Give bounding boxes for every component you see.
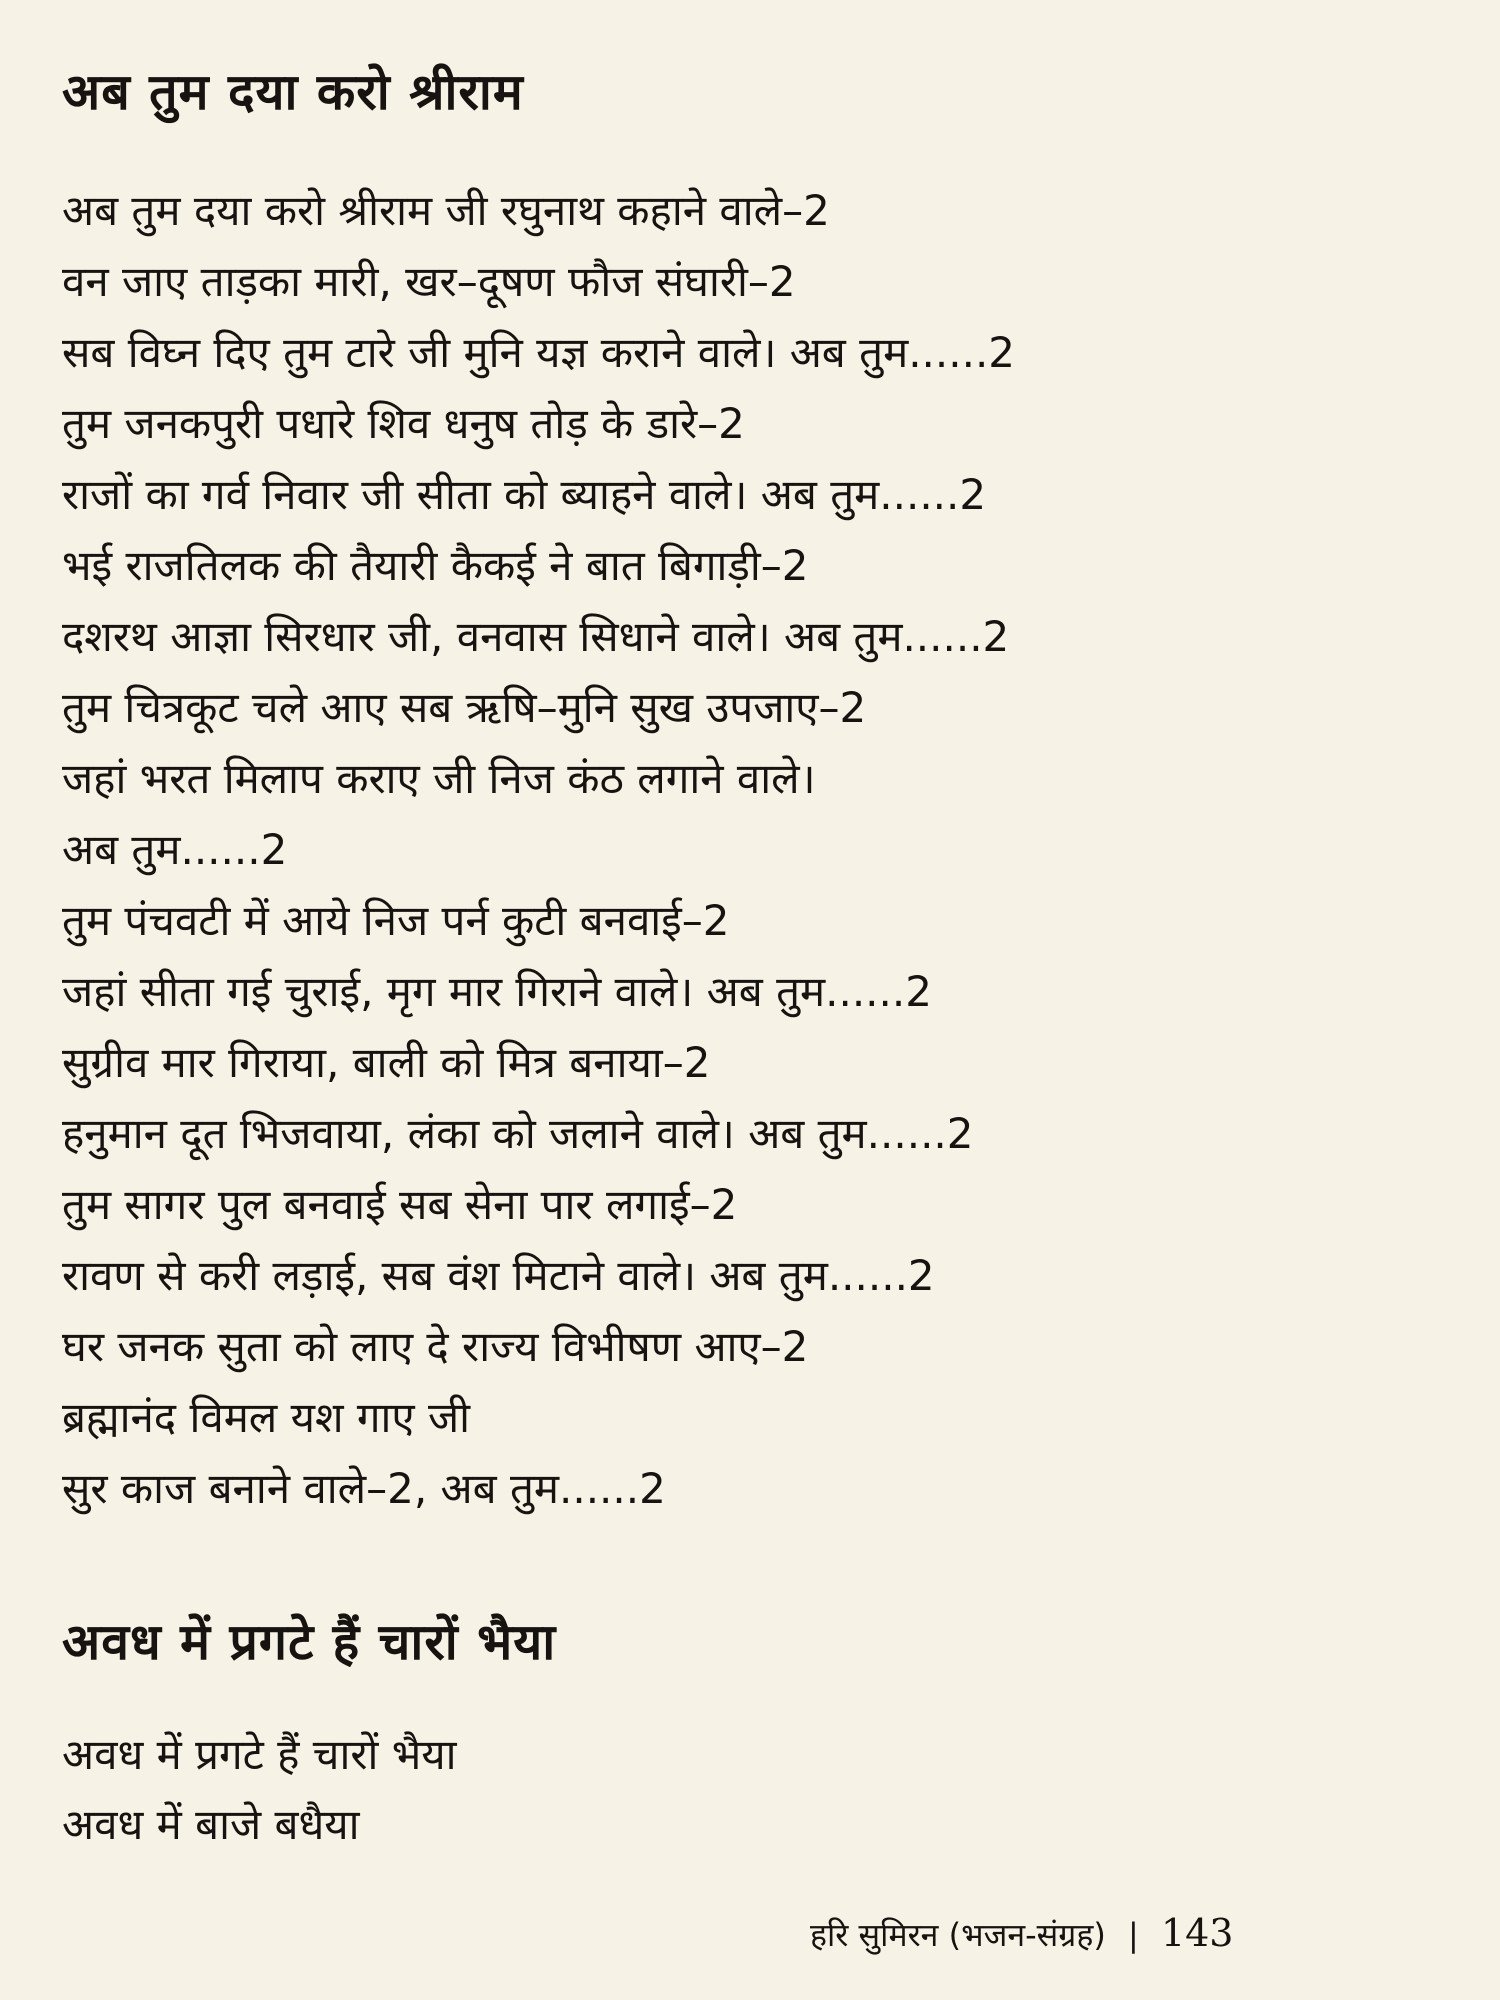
- verse-line: तुम सागर पुल बनवाई सब सेना पार लगाई–2: [62, 1180, 738, 1229]
- verse-line: घर जनक सुता को लाए दे राज्य विभीषण आए–2: [62, 1322, 809, 1371]
- verse-line: भई राजतिलक की तैयारी कैकई ने बात बिगाड़ी–2: [62, 541, 809, 590]
- verse-line: अवध में बाजे बधैया: [62, 1800, 360, 1849]
- bhajan-2-title: अवध में प्रगटे हैं चारों भैया: [62, 1613, 557, 1671]
- verse-line: वन जाए ताड़का मारी, खर–दूषण फौज संघारी–2: [62, 257, 796, 306]
- page-footer: [810, 1908, 1233, 1960]
- verse-line: हनुमान दूत भिजवाया, लंका को जलाने वाले। अब तुम......2: [62, 1109, 974, 1158]
- verse-line: अब तुम......2: [62, 825, 288, 874]
- book-title: हरि सुमिरन (भजन-संग्रह): [810, 1916, 1106, 1954]
- verse-line: ब्रह्मानंद विमल यश गाए जी: [62, 1393, 471, 1442]
- verse-line: रावण से करी लड़ाई, सब वंश मिटाने वाले। अब तुम......2: [62, 1251, 935, 1300]
- verse-line: तुम पंचवटी में आये निज पर्न कुटी बनवाई–2: [62, 896, 730, 945]
- verse-line: जहां भरत मिलाप कराए जी निज कंठ लगाने वाले।: [62, 754, 816, 803]
- verse-line: अब तुम दया करो श्रीराम जी रघुनाथ कहाने वाले–2: [62, 186, 830, 235]
- verse-line: दशरथ आज्ञा सिरधार जी, वनवास सिधाने वाले। अब तुम......2: [62, 612, 1010, 661]
- bhajan-1-title: अब तुम दया करो श्रीराम: [62, 63, 524, 121]
- verse-line: सब विघ्न दिए तुम टारे जी मुनि यज्ञ कराने वाले। अब तुम......2: [62, 328, 1016, 377]
- verse-line: अवध में प्रगटे हैं चारों भैया: [62, 1730, 457, 1779]
- verse-line: सुर काज बनाने वाले–2, अब तुम......2: [62, 1464, 666, 1513]
- verse-line: सुग्रीव मार गिराया, बाली को मित्र बनाया–2: [62, 1038, 711, 1087]
- footer-separator: |: [1127, 1916, 1139, 1954]
- verse-line: तुम जनकपुरी पधारे शिव धनुष तोड़ के डारे–2: [62, 399, 745, 448]
- bhajan-2-verses: [62, 1720, 457, 1860]
- page-number: 143: [1160, 1911, 1234, 1955]
- verse-line: जहां सीता गई चुराई, मृग मार गिराने वाले। अब तुम......2: [62, 967, 932, 1016]
- verse-line: राजों का गर्व निवार जी सीता को ब्याहने वाले। अब तुम......2: [62, 470, 987, 519]
- bhajan-1-verses: [62, 175, 1015, 1524]
- verse-line: तुम चित्रकूट चले आए सब ऋषि–मुनि सुख उपजाए–2: [62, 683, 867, 732]
